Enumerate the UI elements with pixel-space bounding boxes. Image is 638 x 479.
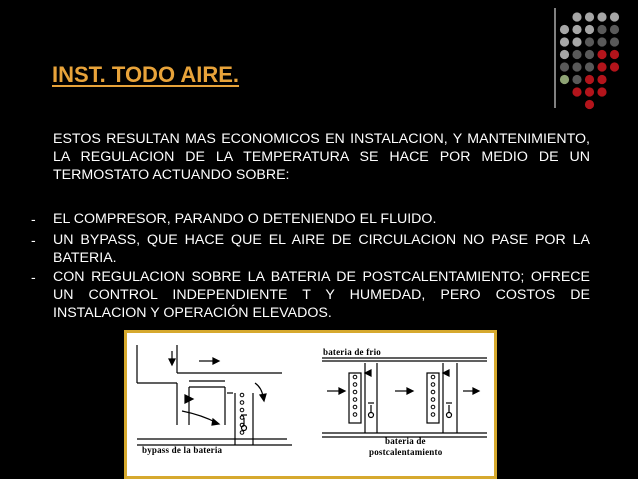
coil-tube-mark bbox=[353, 413, 357, 417]
decorative-dot bbox=[610, 50, 619, 59]
coil-tube-mark bbox=[240, 431, 244, 435]
decorative-dot bbox=[560, 62, 569, 71]
decorative-dot bbox=[585, 100, 594, 109]
decorative-dot bbox=[572, 62, 581, 71]
coil-tube-mark bbox=[431, 383, 435, 387]
decorative-dot bbox=[610, 25, 619, 34]
decorative-dot bbox=[597, 62, 606, 71]
bullet-postcalentamiento: CON REGULACION SOBRE LA BATERIA DE POSTCALENTAMIENTO; OFRECE UN CONTROL INDEPENDIENTE T Y HUMEDAD, PERO COSTOS DE INSTALACION Y OPERACIÓN ELEVADOS. bbox=[53, 269, 590, 321]
label-bateria-frio: bateria de frio bbox=[323, 347, 381, 357]
decorative-dot bbox=[597, 87, 606, 96]
decorative-dot bbox=[585, 75, 594, 84]
decorative-dot-pattern bbox=[0, 0, 638, 110]
coil-tube-mark bbox=[431, 405, 435, 409]
duct-diagram-figure bbox=[124, 330, 497, 479]
coil-tube-mark bbox=[431, 375, 435, 379]
coil-tube-mark bbox=[431, 398, 435, 402]
coil-tube-mark bbox=[353, 398, 357, 402]
coil-tube-mark bbox=[240, 401, 244, 405]
decorative-dot bbox=[585, 12, 594, 21]
decorative-dot bbox=[585, 25, 594, 34]
coil-tube-mark bbox=[353, 390, 357, 394]
coil-tube-mark bbox=[353, 405, 357, 409]
decorative-dot bbox=[572, 12, 581, 21]
coil-tube-mark bbox=[240, 416, 244, 420]
coil-tube-mark bbox=[240, 393, 244, 397]
decorative-dot bbox=[585, 50, 594, 59]
coil-tube-mark bbox=[431, 390, 435, 394]
decorative-dot bbox=[597, 25, 606, 34]
label-bateria-de: bateria de bbox=[385, 436, 426, 446]
decorative-dot bbox=[560, 25, 569, 34]
coil-tube-mark bbox=[240, 408, 244, 412]
bullet-compresor: EL COMPRESOR, PARANDO O DETENIENDO EL FLUIDO. bbox=[53, 211, 437, 227]
decorative-dot bbox=[610, 62, 619, 71]
bullet-marker: - bbox=[31, 211, 36, 227]
decorative-dot bbox=[610, 12, 619, 21]
bullet-bypass: UN BYPASS, QUE HACE QUE EL AIRE DE CIRCULACION NO PASE POR LA BATERIA. bbox=[53, 232, 590, 266]
coil-tube-mark bbox=[431, 413, 435, 417]
decorative-dot bbox=[597, 12, 606, 21]
label-postcalentamiento: postcalentamiento bbox=[369, 447, 443, 457]
decorative-dot bbox=[585, 62, 594, 71]
intro-paragraph: ESTOS RESULTAN MAS ECONOMICOS EN INSTALACION, Y MANTENIMIENTO, LA REGULACION DE LA TEMPERATURA SE HACE POR MEDIO DE UN TERMOSTATO ACTUANDO SOBRE: bbox=[53, 131, 590, 183]
decorative-dot bbox=[572, 50, 581, 59]
decorative-dot bbox=[572, 75, 581, 84]
coil-tube-mark bbox=[353, 375, 357, 379]
bullet-marker: - bbox=[31, 232, 36, 248]
decorative-dot bbox=[585, 37, 594, 46]
decorative-dot bbox=[572, 87, 581, 96]
label-bypass-bateria: bypass de la bateria bbox=[142, 445, 223, 455]
decorative-dot bbox=[572, 25, 581, 34]
decorative-dot bbox=[560, 50, 569, 59]
decorative-dot bbox=[597, 50, 606, 59]
coil-tube-mark bbox=[353, 383, 357, 387]
decorative-dot bbox=[560, 37, 569, 46]
decorative-dot bbox=[585, 87, 594, 96]
bullet-marker: - bbox=[31, 269, 36, 285]
decorative-dot bbox=[572, 37, 581, 46]
decorative-dot bbox=[560, 75, 569, 84]
decorative-dot bbox=[597, 37, 606, 46]
slide-title: INST. TODO AIRE. bbox=[52, 62, 240, 87]
decorative-dot bbox=[610, 37, 619, 46]
decorative-dot bbox=[597, 75, 606, 84]
